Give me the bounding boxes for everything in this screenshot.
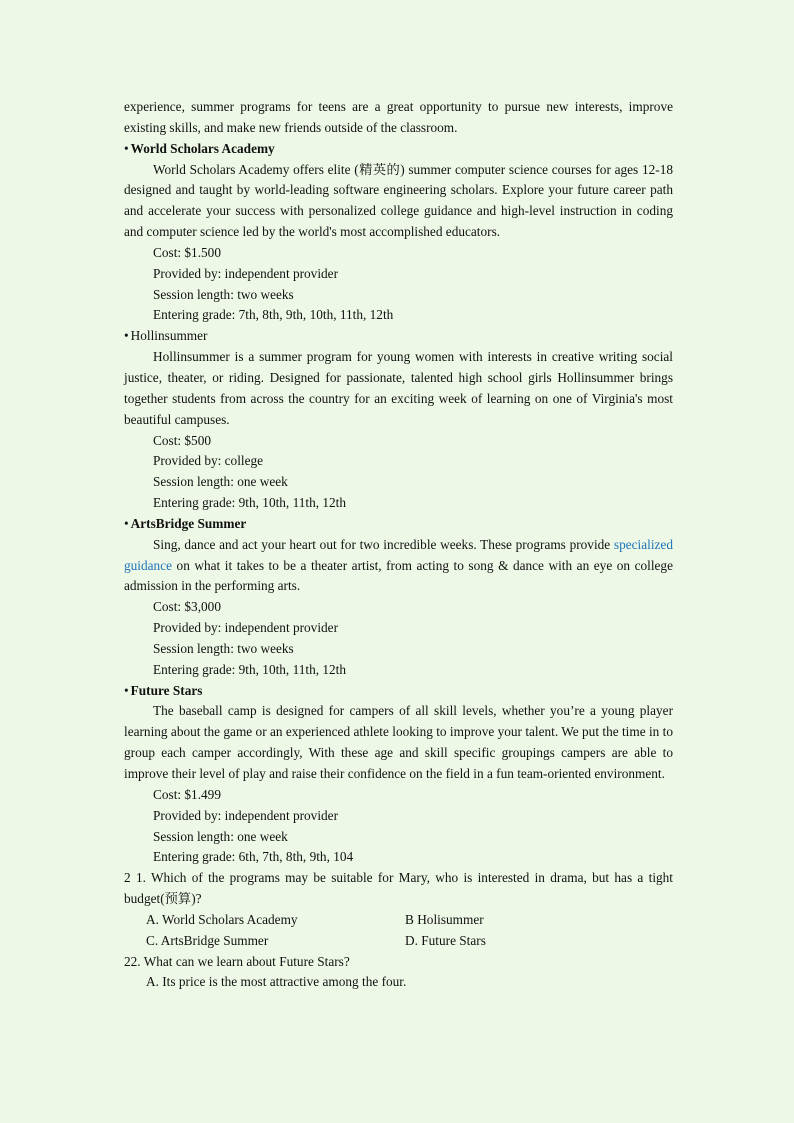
option-row (124, 972, 673, 993)
program-grade: Entering grade: 9th, 10th, 11th, 12th (153, 661, 347, 677)
bullet-mark: • (124, 682, 129, 698)
program-grade: Entering grade: 6th, 7th, 8th, 9th, 104 (153, 849, 354, 865)
bullet-mark: • (124, 328, 129, 344)
question-text: 2 1. Which of the programs may be suitable for Mary, who is interested in drama, but has a tight budget(预算)? (124, 870, 673, 907)
program-cost: Cost: $1.500 (153, 244, 221, 260)
program-heading (124, 139, 673, 160)
program-world-scholars (124, 139, 673, 327)
program-name: Future Stars (130, 682, 203, 698)
program-provider: Provided by: independent provider (153, 620, 339, 636)
program-future-stars (124, 681, 673, 869)
program-heading (124, 326, 673, 347)
bullet-mark: • (124, 140, 129, 156)
specialized-guidance-link[interactable]: specialized guidance (124, 536, 673, 573)
program-session: Session length: two weeks (153, 640, 294, 656)
program-heading (124, 514, 673, 535)
option-b: B Holisummer (405, 911, 484, 927)
option-d: D. Future Stars (405, 932, 486, 948)
intro-paragraph: experience, summer programs for teens are a great opportunity to pursue new interests, improve existing skills, and make new friends outside of the classroom. (124, 99, 673, 135)
program-cost: Cost: $500 (153, 432, 211, 448)
program-cost: Cost: $1.499 (153, 786, 221, 802)
program-description: The baseball camp is designed for campers of all skill levels, whether you’re a young player learning about the game or an experienced athlete looking to improve your talent. We put the time in to group each camper accordingly, With these age and skill specific groupings campers are able to improve their level of play and raise their confidence on the field in a fun team-oriented environment. (124, 703, 673, 781)
program-description (124, 535, 673, 598)
program-name: Hollinsummer (130, 328, 208, 344)
question-21 (124, 868, 673, 951)
description-text: on what it takes to be a theater artist, from acting to song & dance with an eye on college admission in the performing arts. (124, 557, 673, 594)
program-cost: Cost: $3,000 (153, 599, 221, 615)
option-row (124, 931, 673, 952)
option-a: A. Its price is the most attractive among the four. (146, 974, 407, 990)
program-heading (124, 681, 673, 702)
option-c: C. ArtsBridge Summer (146, 932, 269, 948)
program-grade: Entering grade: 9th, 10th, 11th, 12th (153, 495, 347, 511)
question-22 (124, 952, 673, 994)
program-name: World Scholars Academy (130, 140, 275, 156)
program-provider: Provided by: independent provider (153, 265, 339, 281)
program-provider: Provided by: college (153, 453, 264, 469)
bullet-mark: • (124, 515, 129, 531)
option-row (124, 910, 673, 931)
program-name: ArtsBridge Summer (130, 515, 247, 531)
program-session: Session length: two weeks (153, 286, 294, 302)
program-description: World Scholars Academy offers elite (精英的) summer computer science courses for ages 12-18 designed and taught by world-leading software engineering scholars. Explore your future career path and accelerate your success with personalized college guidance and high-level instruction in coding and computer science led by the world's most accomplished educators. (124, 161, 673, 240)
program-provider: Provided by: independent provider (153, 807, 339, 823)
program-session: Session length: one week (153, 828, 288, 844)
program-hollinsummer (124, 326, 673, 514)
description-text: Sing, dance and act your heart out for two incredible weeks. These programs provide (153, 536, 614, 552)
option-a: A. World Scholars Academy (146, 911, 298, 927)
program-session: Session length: one week (153, 474, 288, 490)
question-text: 22. What can we learn about Future Stars? (124, 953, 350, 969)
program-artsbridge (124, 514, 673, 681)
program-description: Hollinsummer is a summer program for young women with interests in creative writing social justice, theater, or riding. Designed for passionate, talented high school girls Hollinsummer brings together students from across the country for an exciting week of learning on one of Virginia's most beautiful campuses. (124, 349, 673, 427)
program-grade: Entering grade: 7th, 8th, 9th, 10th, 11th, 12th (153, 307, 394, 323)
